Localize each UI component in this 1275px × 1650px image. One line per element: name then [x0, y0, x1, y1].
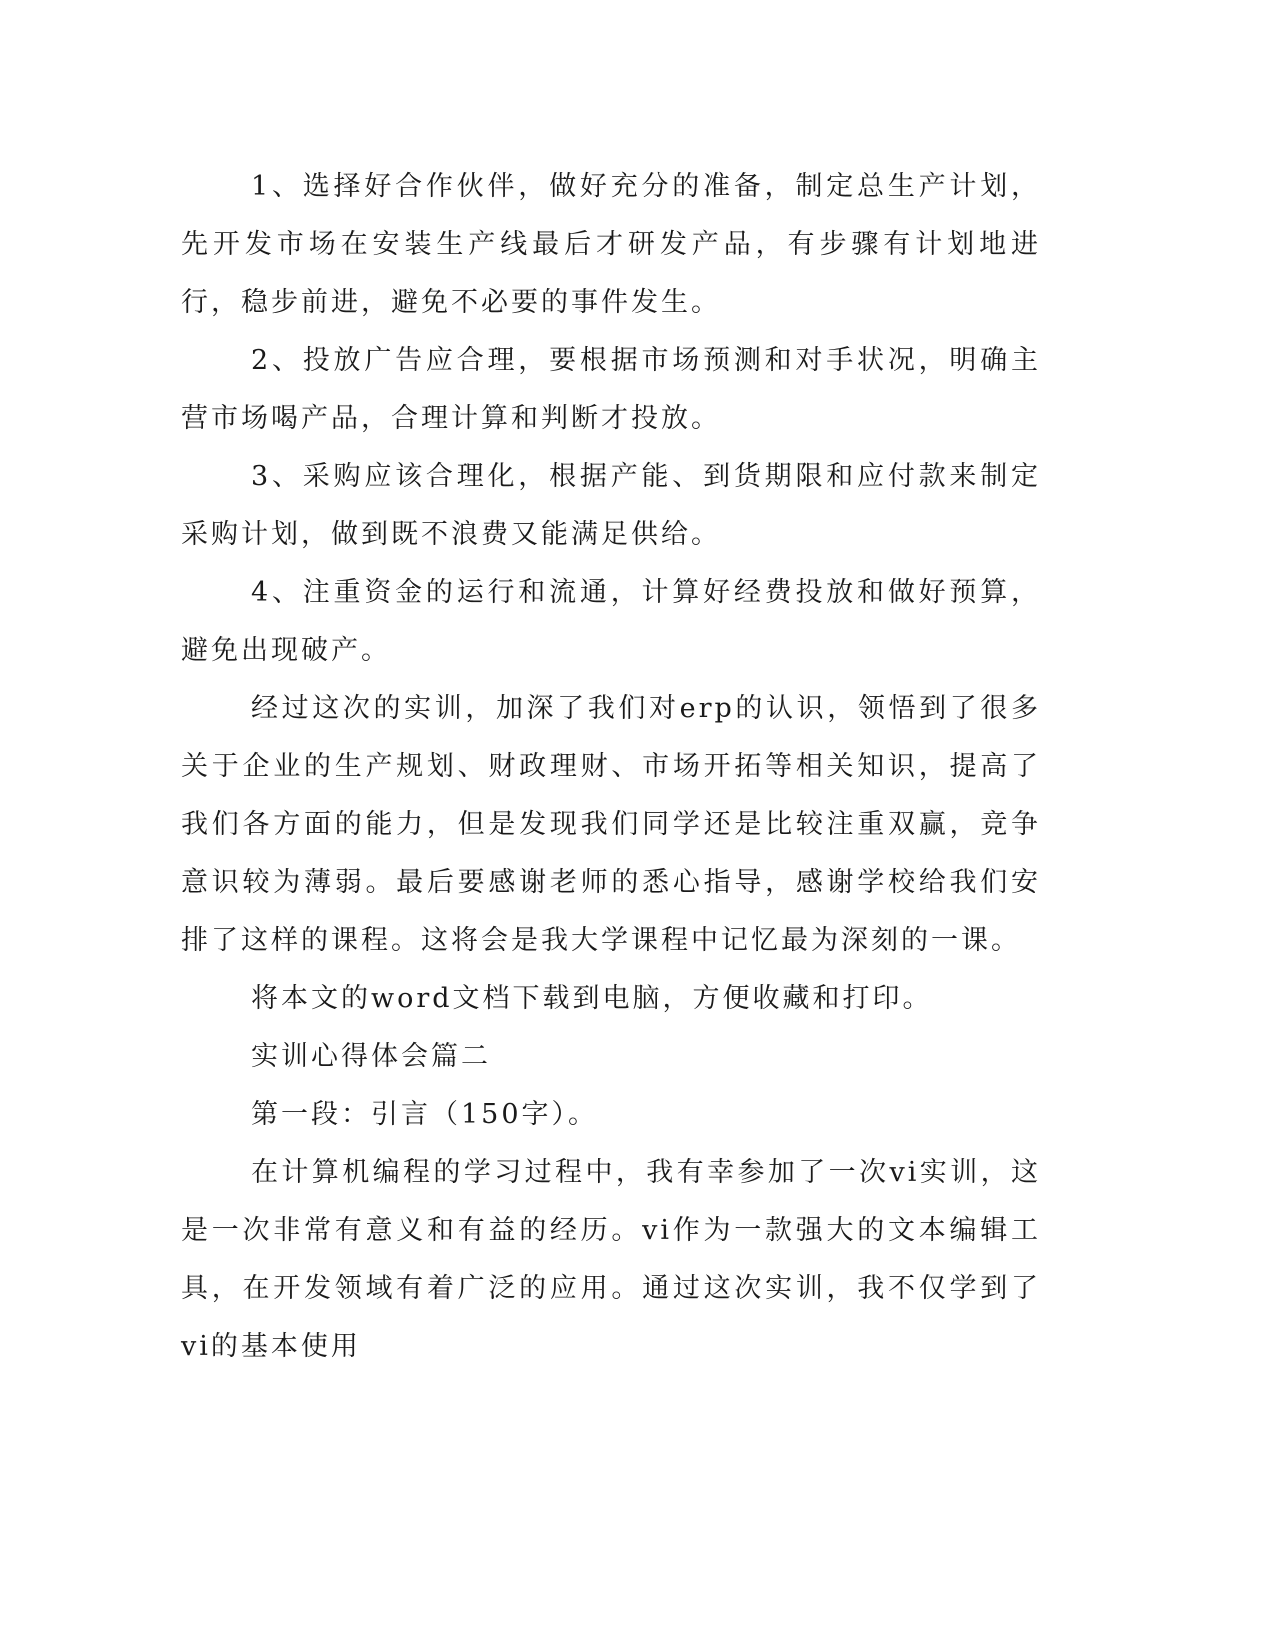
paragraph-intro-vi: 在计算机编程的学习过程中，我有幸参加了一次vi实训，这是一次非常有意义和有益的经历。vi作为一款强大的文本编辑工具，在开发领域有着广泛的应用。通过这次实训，我不仅学到了vi的基本使用 — [181, 1157, 1041, 1362]
paragraph-tip-partner: 1、选择好合作伙伴，做好充分的准备，制定总生产计划，先开发市场在安装生产线最后才研发产品，有步骤有计划地进行，稳步前进，避免不必要的事件发生。 — [181, 171, 1041, 318]
section-heading: 实训心得体会篇二 — [251, 1041, 491, 1072]
paragraph-tip-purchasing: 3、采购应该合理化，根据产能、到货期限和应付款来制定采购计划，做到既不浪费又能满足供给。 — [181, 461, 1041, 550]
paragraph-tip-advertising: 2、投放广告应合理，要根据市场预测和对手状况，明确主营市场喝产品，合理计算和判断才投放。 — [181, 345, 1041, 434]
paragraph-download-note: 将本文的word文档下载到电脑，方便收藏和打印。 — [251, 983, 933, 1014]
document-body — [181, 158, 1041, 1376]
paragraph-conclusion: 经过这次的实训，加深了我们对erp的认识，领悟到了很多关于企业的生产规划、财政理财、市场开拓等相关知识，提高了我们各方面的能力，但是发现我们同学还是比较注重双赢，竞争意识较为薄弱。最后要感谢老师的悉心指导，感谢学校给我们安排了这样的课程。这将会是我大学课程中记忆最为深刻的一课。 — [181, 693, 1041, 956]
subsection-heading: 第一段：引言（150字）。 — [251, 1099, 599, 1130]
paragraph-tip-funds: 4、注重资金的运行和流通，计算好经费投放和做好预算，避免出现破产。 — [181, 577, 1041, 666]
